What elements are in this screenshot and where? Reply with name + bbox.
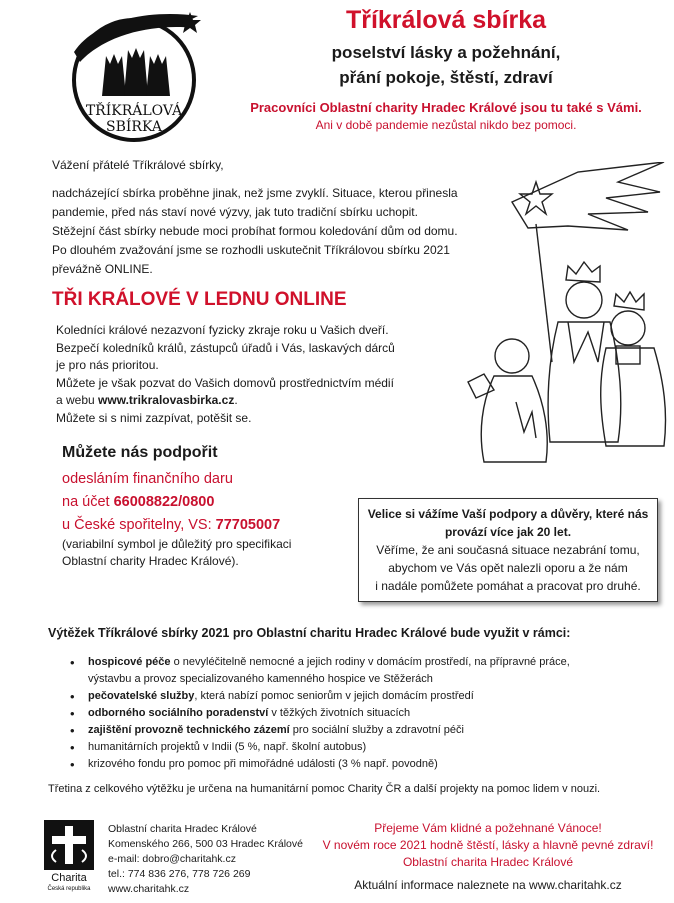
support-heading: Můžete nás podpořit — [62, 444, 218, 461]
vs-note-line: (variabilní symbol je důležitý pro specifikaci — [62, 537, 292, 551]
subtitle-line1: poselství lásky a požehnání, — [331, 43, 561, 62]
kings-line: Můžete si s nimi zazpívat, potěšit se. — [56, 410, 252, 425]
contact-email[interactable]: e-mail: dobro@charitahk.cz — [108, 853, 236, 865]
intro-line: pandemie, před nás staví nové výzvy, jak tuto tradiční sbírku uchopit. — [52, 205, 418, 219]
thanks-line: Věříme, že ani současná situace nezabrání tomu, — [376, 543, 640, 557]
donation-info — [62, 468, 280, 537]
contact-block — [108, 822, 303, 897]
greeting: Vážení přátelé Tříkrálové sbírky, — [52, 158, 224, 172]
list-item — [70, 688, 650, 705]
kings-web-suffix: . — [234, 393, 238, 407]
list-item — [70, 756, 650, 773]
list-item — [70, 654, 650, 688]
kings-online-paragraph — [56, 322, 426, 427]
account-prefix: na účet — [62, 494, 114, 510]
wishes-line: Přejeme Vám klidné a požehnané Vánoce! — [374, 821, 602, 835]
humanitarian-note: Třetina z celkového výtěžku je určena na humanitární pomoc Charity ČR a další projekty na pomoc lidem v nouzi. — [48, 783, 601, 795]
current-info: Aktuální informace naleznete na www.charitahk.cz — [354, 878, 622, 892]
thanks-line: abychom ve Vás opět nalezli oporu a že nám — [388, 561, 628, 575]
page-subtitle — [226, 40, 666, 90]
kings-line: Můžete je však pozvat do Vašich domovů prostřednictvím médií — [56, 375, 394, 390]
christmas-wishes — [318, 820, 658, 871]
kings-web-line — [56, 392, 426, 410]
page-title: Tříkrálová sbírka — [345, 6, 547, 34]
list-item-text: krizového fondu pro pomoc při mimořádné události (3 % např. povodně) — [88, 758, 438, 770]
kings-line: Bezpečí koledníků králů, zástupců úřadů i Vás, laskavých dárců — [56, 340, 395, 355]
kings-web-prefix: a webu — [56, 393, 99, 407]
variable-symbol: 77705007 — [215, 517, 281, 533]
list-item — [70, 739, 650, 756]
charita-logo-sub: Česká republika — [47, 886, 91, 892]
pandemic-statement: Ani v době pandemie nezůstal nikdo bez pomoci. — [315, 118, 577, 132]
list-item-bold: hospicové péče — [88, 656, 171, 668]
list-item-text: v těžkých životních situacích — [268, 707, 411, 719]
thanks-bold-line: provází více jak 20 let. — [444, 525, 572, 539]
wishes-line: V novém roce 2021 hodně štěstí, lásky a hlavně pevné zdraví! — [322, 838, 654, 852]
bank-line — [62, 514, 280, 537]
list-item-bold: odborného sociálního poradenství — [88, 707, 269, 719]
thanks-bold-line: Velice si vážíme Vaší podpory a důvěry, které nás — [367, 507, 649, 521]
charita-logo-name: Charita — [51, 872, 87, 884]
logo-text-line2: SBÍRKA — [106, 119, 162, 135]
list-item-text: humanitárních projektů v Indii (5 %, např. školní autobus) — [88, 741, 367, 753]
intro-line: Po dlouhém zvažování jsme se rozhodli uskutečnit Tříkrálovou sbírku 2021 — [52, 243, 450, 257]
intro-line: převážně ONLINE. — [52, 262, 153, 276]
list-item-text: pro sociální služby a zdravotní péči — [289, 724, 464, 736]
intro-paragraph — [52, 184, 482, 279]
list-item-bold: pečovatelské služby — [88, 690, 195, 702]
proceeds-list — [70, 654, 650, 773]
list-item — [70, 722, 650, 739]
intro-line: nadcházející sbírka proběhne jinak, než jsme zvyklí. Situace, kterou přinesla — [52, 186, 458, 200]
list-item-bold: zajištění provozně technického zázemí — [88, 724, 290, 736]
account-line — [62, 491, 280, 514]
charita-logo — [44, 820, 94, 892]
contact-web[interactable]: www.charitahk.cz — [108, 883, 190, 895]
list-item-text: , která nabízí pomoc seniorům v jejich domácím prostředí — [194, 690, 474, 702]
list-item-text: o nevyléčitelně nemocné a jejich rodiny v domácím prostředí, na přípravné práce, — [170, 656, 570, 668]
kings-line: Koledníci králové nezazvoní fyzicky zkraje roku u Vašich dveří. — [56, 323, 389, 337]
subtitle-line2: přání pokoje, štěstí, zdraví — [339, 68, 553, 87]
trikralova-sbirka-logo — [58, 6, 208, 148]
list-item — [70, 705, 650, 722]
account-number: 66008822/0800 — [113, 494, 215, 510]
logo-text-line1: TŘÍKRÁLOVÁ — [85, 103, 183, 119]
list-item-continuation: výstavbu a provoz specializovaného kamenného hospice ve Stěžerách — [88, 673, 433, 685]
intro-line: Stěžejní část sbírky nebude moci probíhat formou koledování dům od domu. — [52, 224, 458, 238]
contact-address: Komenského 266, 500 03 Hradec Králové — [108, 838, 303, 850]
workers-statement: Pracovníci Oblastní charity Hradec Králové jsou tu také s Vámi. — [250, 100, 642, 115]
vs-note-line: Oblastní charity Hradec Králové). — [62, 554, 239, 568]
kings-line: je pro nás prioritou. — [56, 358, 159, 372]
proceeds-heading: Výtěžek Tříkrálové sbírky 2021 pro Oblastní charitu Hradec Králové bude využit v rámci: — [48, 626, 571, 640]
kings-online-heading: TŘI KRÁLOVÉ V LEDNU ONLINE — [52, 289, 347, 310]
thanks-box — [358, 498, 658, 602]
bank-prefix: u České spořitelny, VS: — [62, 517, 216, 533]
donation-line: odesláním finančního daru — [62, 471, 233, 487]
contact-org: Oblastní charita Hradec Králové — [108, 823, 257, 835]
wishes-line: Oblastní charita Hradec Králové — [402, 855, 574, 869]
contact-phone: tel.: 774 836 276, 778 726 269 — [108, 868, 251, 880]
thanks-line: i nadále pomůžete pomáhat a pracovat pro druhé. — [375, 579, 641, 593]
trikralovasbirka-link[interactable]: www.trikralovasbirka.cz — [98, 393, 235, 407]
vs-note — [62, 536, 291, 570]
